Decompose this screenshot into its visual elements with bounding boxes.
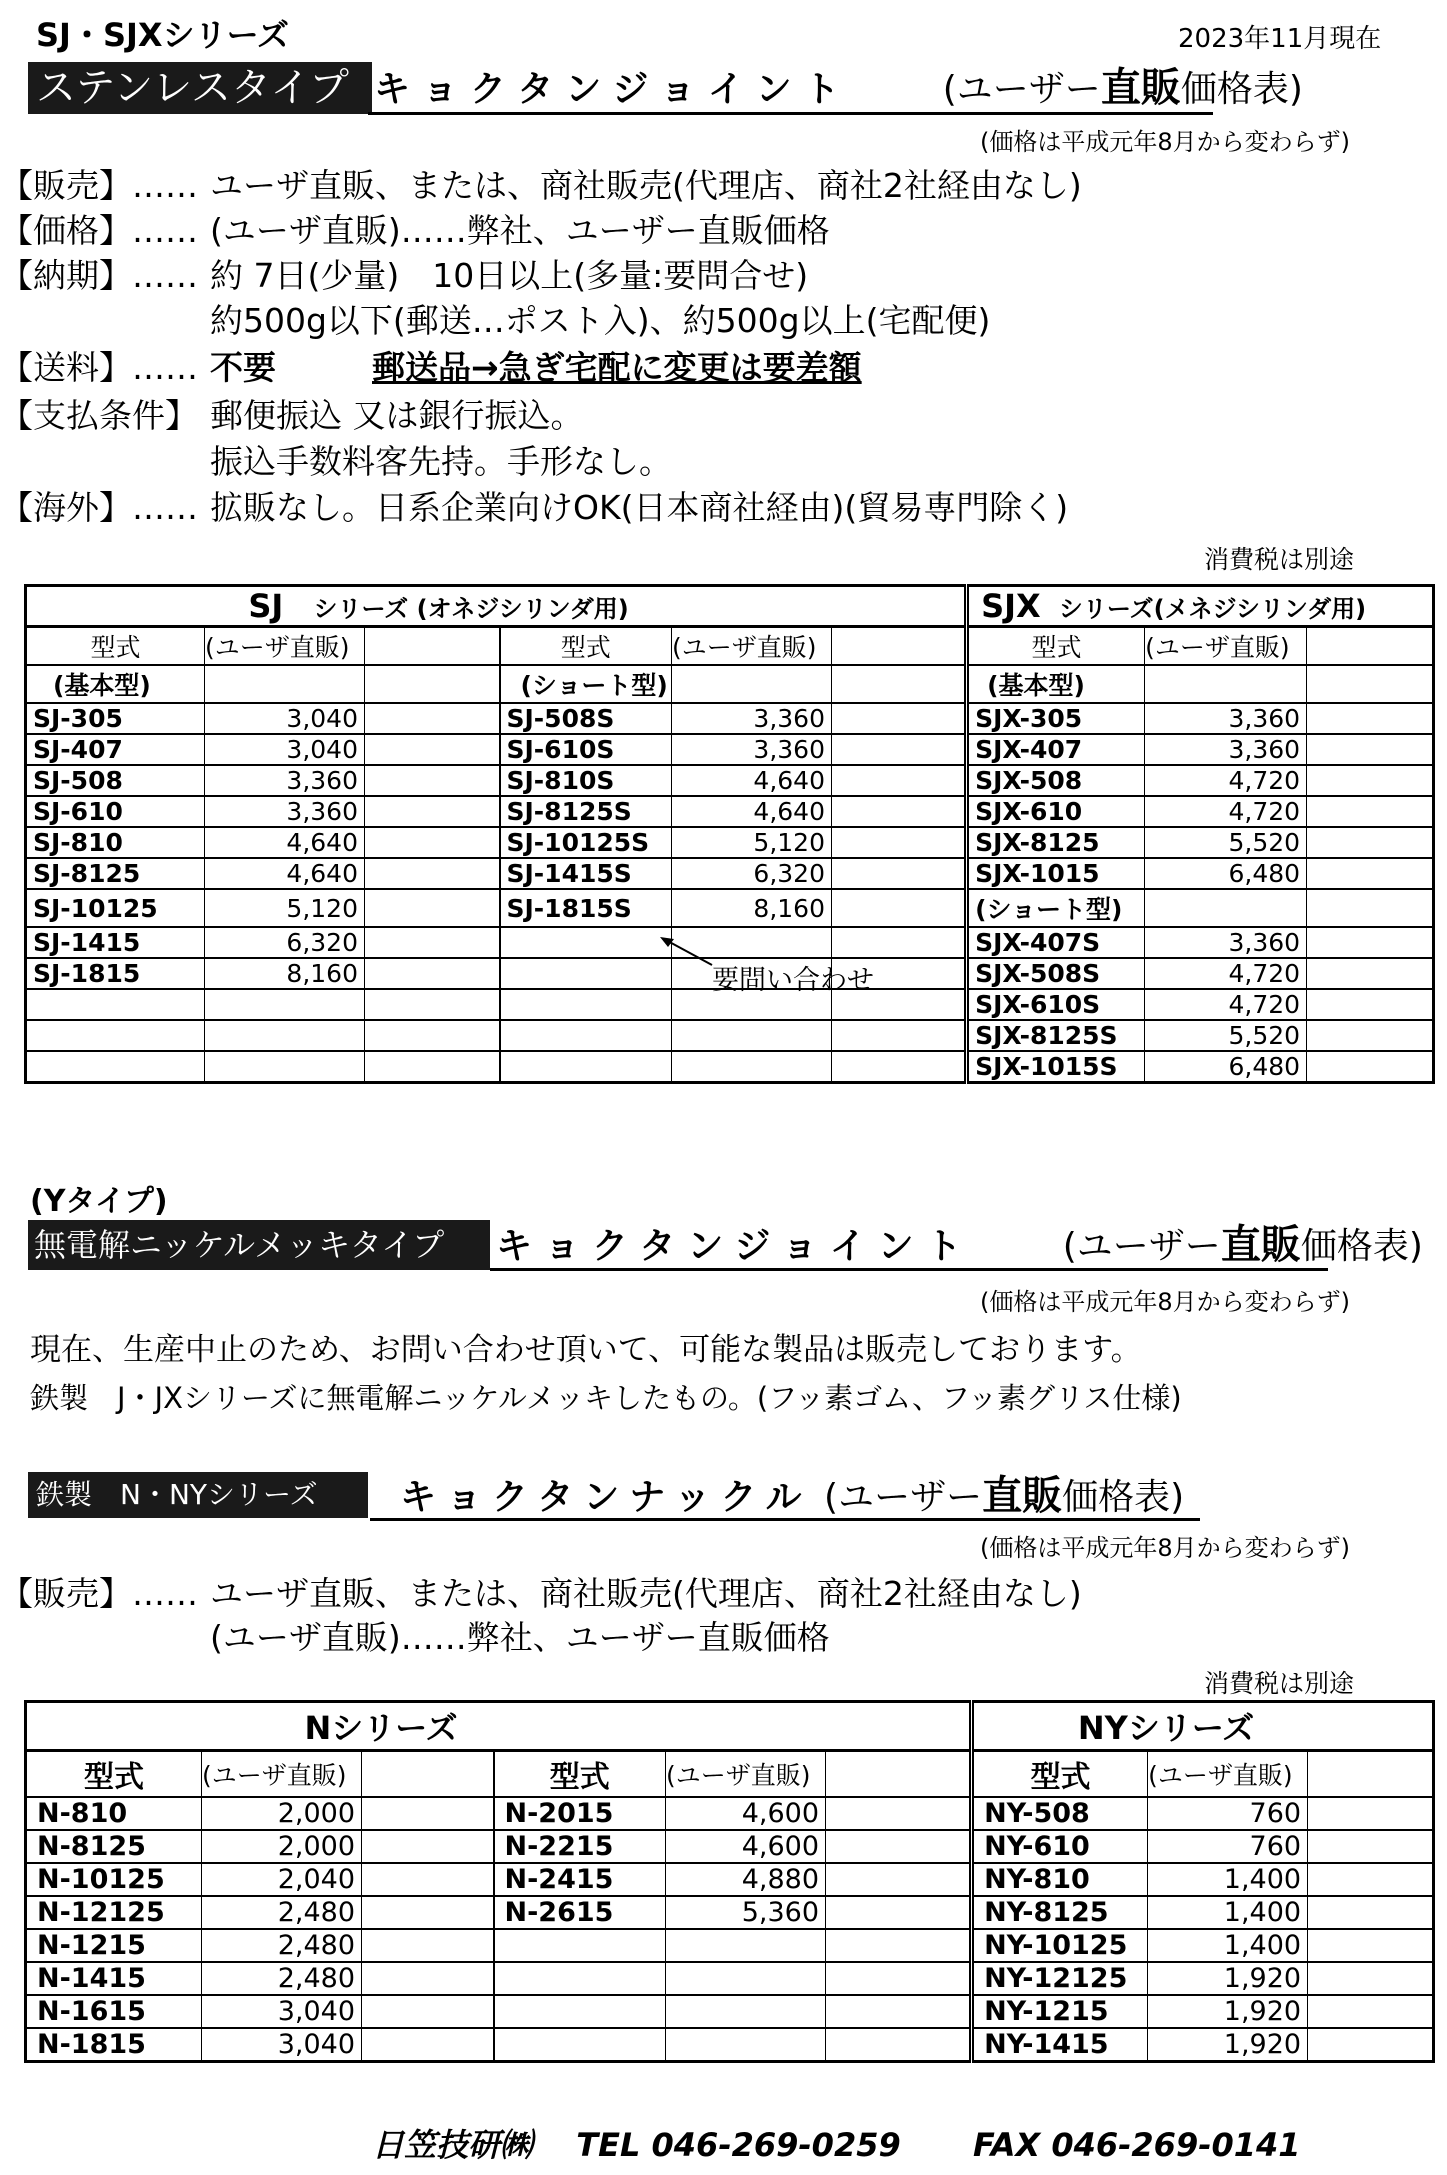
- col-header-price: (ユーザ直販): [205, 627, 365, 666]
- price-cell: [1145, 889, 1307, 927]
- model-cell: N-810: [26, 1797, 202, 1830]
- section1-title: [368, 64, 1303, 115]
- table-row: [26, 1962, 1434, 1995]
- table-row: [26, 796, 1434, 827]
- sales-label: 【販売】: [0, 166, 132, 205]
- price-value: (ユーザ直販)……弊社、ユーザー直販価格: [210, 1618, 830, 1657]
- model-cell: SJX-610S: [967, 989, 1145, 1020]
- price-cell: 4,640: [672, 765, 832, 796]
- spacer-cell: [365, 796, 500, 827]
- price-cell: 1,400: [1148, 1929, 1308, 1962]
- table-row: [26, 1020, 1434, 1051]
- price-cell: 3,360: [205, 765, 365, 796]
- model-cell: [26, 1020, 205, 1051]
- spacer-cell: [365, 703, 500, 734]
- price-dots: ……: [132, 211, 198, 250]
- spacer-cell: [365, 889, 500, 927]
- price-cell: 3,360: [672, 703, 832, 734]
- model-cell: SJX-508S: [967, 958, 1145, 989]
- model-cell: SJ-610S: [500, 734, 672, 765]
- model-cell: N-8125: [26, 1830, 202, 1863]
- price-cell: 2,480: [202, 1896, 362, 1929]
- tel-number: TEL 046-269-0259: [576, 2126, 901, 2164]
- spacer-cell: [362, 1863, 494, 1896]
- model-cell: SJ-8125S: [500, 796, 672, 827]
- price-cell: 8,160: [205, 958, 365, 989]
- table-row: [26, 827, 1434, 858]
- price-cell: 1,400: [1148, 1896, 1308, 1929]
- spacer-cell: [1307, 796, 1434, 827]
- table-header-row: [26, 1751, 1434, 1798]
- price-cell: 3,040: [205, 734, 365, 765]
- price-cell: 5,360: [666, 1896, 826, 1929]
- model-cell: N-10125: [26, 1863, 202, 1896]
- price-cell: 2,000: [202, 1797, 362, 1830]
- model-cell: NY-508: [972, 1797, 1148, 1830]
- spacer-cell: [832, 1020, 967, 1051]
- spacer-cell: [832, 858, 967, 889]
- nickel-type-label: 無電解ニッケルメッキタイプ: [28, 1220, 490, 1270]
- table-row: [26, 703, 1434, 734]
- col-spacer: [365, 627, 500, 666]
- spacer-cell: [832, 1051, 967, 1083]
- price-unchanged-note: (価格は平成元年8月から変わらず): [980, 1288, 1350, 1316]
- n-series-title: Nシリーズ: [26, 1702, 972, 1751]
- price-cell: [672, 1020, 832, 1051]
- price-table-title-suffix: 価格表): [1062, 1477, 1185, 1518]
- model-cell: (ショート型): [967, 889, 1145, 927]
- payment-value-2: 振込手数料客先持。手形なし。: [210, 442, 672, 481]
- col-header-price: (ユーザ直販): [1145, 627, 1307, 666]
- sales-label: 【販売】: [0, 1574, 132, 1613]
- delivery-label: 【納期】: [0, 256, 132, 295]
- spacer-cell: [1307, 765, 1434, 796]
- spacer-cell: [832, 734, 967, 765]
- spacer-cell: [1307, 1051, 1434, 1083]
- spacer-cell: [365, 765, 500, 796]
- delivery-value: 約 7日(少量) 10日以上(多量:要問合せ): [210, 256, 809, 295]
- col-header-price: (ユーザ直販): [672, 627, 832, 666]
- table-row: [26, 765, 1434, 796]
- spacer-cell: [1308, 2028, 1434, 2062]
- spacer-cell: [1307, 734, 1434, 765]
- price-cell: 1,920: [1148, 2028, 1308, 2062]
- material-notice: 鉄製 J・JXシリーズに無電解ニッケルメッキしたもの。(フッ素ゴム、フッ素グリス仕様): [30, 1381, 1182, 1415]
- model-cell: SJ-305: [26, 703, 205, 734]
- price-table-title-prefix: (ユーザー: [824, 1477, 983, 1518]
- price-cell: 5,120: [672, 827, 832, 858]
- ny-series-title: NYシリーズ: [972, 1702, 1434, 1751]
- spacer-cell: [1307, 858, 1434, 889]
- stainless-type-label: ステンレスタイプ: [28, 62, 372, 114]
- price-cell: 4,720: [1145, 989, 1307, 1020]
- spacer-cell: [365, 1020, 500, 1051]
- spacer-cell: [362, 1995, 494, 2028]
- category-basic: (基本型): [26, 665, 205, 703]
- table-row: [26, 889, 1434, 927]
- model-cell: SJ-1815: [26, 958, 205, 989]
- spacer-cell: [362, 1830, 494, 1863]
- table-row: [26, 927, 1434, 958]
- spacer-cell: [1308, 1797, 1434, 1830]
- price-cell: 3,360: [205, 796, 365, 827]
- model-cell: [26, 989, 205, 1020]
- spacer-cell: [826, 1863, 972, 1896]
- payment-value: 郵便振込 又は銀行振込。: [210, 396, 584, 435]
- spacer-cell: [826, 1995, 972, 2028]
- price-cell: 4,600: [666, 1830, 826, 1863]
- spacer-cell: [365, 927, 500, 958]
- overseas-label: 【海外】: [0, 488, 132, 527]
- spacer-cell: [365, 827, 500, 858]
- price-cell: [666, 2028, 826, 2062]
- model-cell: SJX-407S: [967, 927, 1145, 958]
- model-cell: NY-10125: [972, 1929, 1148, 1962]
- table-title-row: [26, 586, 1434, 627]
- model-cell: N-1815: [26, 2028, 202, 2062]
- spacer-cell: [832, 703, 967, 734]
- section2-title: [490, 1222, 1423, 1271]
- model-cell: SJ-1415: [26, 927, 205, 958]
- model-cell: [500, 1051, 672, 1083]
- col-header-model: 型式: [26, 1751, 202, 1798]
- price-cell: 2,480: [202, 1962, 362, 1995]
- spacer-cell: [1308, 1830, 1434, 1863]
- price-cell: 6,320: [672, 858, 832, 889]
- spacer-cell: [365, 958, 500, 989]
- model-cell: SJX-305: [967, 703, 1145, 734]
- model-cell: SJX-508: [967, 765, 1145, 796]
- iron-ny-series-label: 鉄製 N・NYシリーズ: [28, 1472, 368, 1518]
- price-cell: [205, 1020, 365, 1051]
- price-cell: 1,920: [1148, 1995, 1308, 2028]
- spacer-cell: [832, 927, 967, 958]
- spacer-cell: [1307, 989, 1434, 1020]
- model-cell: SJX-1015S: [967, 1051, 1145, 1083]
- sales-dots: ……: [132, 1574, 198, 1613]
- model-cell: NY-1415: [972, 2028, 1148, 2062]
- price-cell: [666, 1929, 826, 1962]
- model-cell: SJX-407: [967, 734, 1145, 765]
- price-cell: [205, 989, 365, 1020]
- price-cell: 8,160: [672, 889, 832, 927]
- shipping-value: 不要: [210, 348, 276, 387]
- table-row: [26, 1797, 1434, 1830]
- price-label: 【価格】: [0, 211, 132, 250]
- model-cell: SJX-1015: [967, 858, 1145, 889]
- price-cell: 3,040: [202, 2028, 362, 2062]
- model-cell: [494, 1929, 666, 1962]
- spacer-cell: [365, 858, 500, 889]
- spacer-cell: [365, 734, 500, 765]
- sjx-series-title: SJX シリーズ(メネジシリンダ用): [967, 586, 1434, 627]
- table-row: [26, 2028, 1434, 2062]
- price-table-title-suffix: 価格表): [1300, 1226, 1423, 1267]
- price-cell: 4,640: [205, 827, 365, 858]
- tax-note: 消費税は別途: [1204, 545, 1355, 574]
- spacer-cell: [1308, 1995, 1434, 2028]
- delivery-value-2: 約500g以下(郵送…ポスト入)、約500g以上(宅配便): [210, 301, 991, 340]
- price-cell: 2,480: [202, 1929, 362, 1962]
- price-cell: 4,720: [1145, 958, 1307, 989]
- col-header-price: (ユーザ直販): [666, 1751, 826, 1798]
- product-name: キョクタンジョイント: [374, 69, 852, 110]
- model-cell: SJ-1415S: [500, 858, 672, 889]
- price-cell: 1,920: [1148, 1962, 1308, 1995]
- model-cell: SJ-8125: [26, 858, 205, 889]
- company-name: 日笠技研㈱: [372, 2126, 533, 2164]
- sj-series-title: SJ シリーズ (オネジシリンダ用): [26, 586, 967, 627]
- price-cell: 4,640: [672, 796, 832, 827]
- col-spacer: [1307, 627, 1434, 666]
- model-cell: N-2015: [494, 1797, 666, 1830]
- price-cell: 5,520: [1145, 827, 1307, 858]
- model-cell: N-2215: [494, 1830, 666, 1863]
- price-cell: 5,520: [1145, 1020, 1307, 1051]
- spacer-cell: [1307, 827, 1434, 858]
- spacer-cell: [1307, 927, 1434, 958]
- price-table-title-bold: 直販: [1220, 1222, 1301, 1268]
- company-contact: [372, 2120, 1301, 2166]
- spacer-cell: [365, 989, 500, 1020]
- discontinued-notice: 現在、生産中止のため、お問い合わせ頂いて、可能な製品は販売しております。: [30, 1332, 1142, 1368]
- category-short: (ショート型): [500, 665, 672, 703]
- tax-note: 消費税は別途: [1204, 1669, 1355, 1698]
- table-title-row: [26, 1702, 1434, 1751]
- spacer-cell: [1308, 1863, 1434, 1896]
- price-cell: 4,640: [205, 858, 365, 889]
- model-cell: NY-12125: [972, 1962, 1148, 1995]
- price-cell: 4,720: [1145, 796, 1307, 827]
- table-row: [26, 734, 1434, 765]
- price-cell: 5,120: [205, 889, 365, 927]
- model-cell: SJ-810S: [500, 765, 672, 796]
- spacer-cell: [362, 2028, 494, 2062]
- y-type-heading: (Yタイプ): [30, 1184, 168, 1219]
- model-cell: NY-1215: [972, 1995, 1148, 2028]
- model-cell: SJX-610: [967, 796, 1145, 827]
- price-cell: 3,360: [1145, 927, 1307, 958]
- model-cell: NY-810: [972, 1863, 1148, 1896]
- table-row: [26, 1929, 1434, 1962]
- spacer-cell: [362, 1797, 494, 1830]
- table-header-row: [26, 627, 1434, 666]
- price-cell: [666, 1995, 826, 2028]
- model-cell: [494, 1995, 666, 2028]
- price-cell: 6,320: [205, 927, 365, 958]
- model-cell: [494, 2028, 666, 2062]
- spacer-cell: [832, 827, 967, 858]
- model-cell: SJ-610: [26, 796, 205, 827]
- overseas-dots: ……: [132, 488, 198, 527]
- price-cell: 2,040: [202, 1863, 362, 1896]
- spacer-cell: [826, 1929, 972, 1962]
- model-cell: NY-610: [972, 1830, 1148, 1863]
- col-spacer: [1308, 1751, 1434, 1798]
- spacer-cell: [832, 889, 967, 927]
- model-cell: SJ-508S: [500, 703, 672, 734]
- category-basic: (基本型): [967, 665, 1145, 703]
- model-cell: SJ-810: [26, 827, 205, 858]
- price-cell: [666, 1962, 826, 1995]
- shipping-note: 郵送品→急ぎ宅配に変更は要差額: [372, 348, 862, 387]
- model-cell: N-1615: [26, 1995, 202, 2028]
- model-cell: [494, 1962, 666, 1995]
- col-header-model: 型式: [967, 627, 1145, 666]
- shipping-dots: ……: [132, 348, 198, 387]
- spacer-cell: [365, 1051, 500, 1083]
- price-table-title-bold: 直販: [1100, 65, 1181, 111]
- col-header-model: 型式: [26, 627, 205, 666]
- price-table-title-prefix: (ユーザー: [942, 69, 1101, 110]
- price-cell: 6,480: [1145, 1051, 1307, 1083]
- sales-value: ユーザ直販、または、商社販売(代理店、商社2社経由なし): [210, 166, 1082, 205]
- model-cell: [500, 927, 672, 958]
- spacer-cell: [826, 1797, 972, 1830]
- spacer-cell: [1308, 1962, 1434, 1995]
- spacer-cell: [1308, 1929, 1434, 1962]
- sales-dots: ……: [132, 166, 198, 205]
- series-heading: SJ・SJXシリーズ: [36, 16, 289, 54]
- model-cell: SJ-407: [26, 734, 205, 765]
- spacer-cell: [826, 1896, 972, 1929]
- sj-price-table: [24, 584, 1435, 1084]
- col-header-price: (ユーザ直販): [1148, 1751, 1308, 1798]
- inquiry-note: 要問い合わせ: [712, 965, 874, 996]
- spacer-cell: [832, 765, 967, 796]
- col-header-model: 型式: [972, 1751, 1148, 1798]
- overseas-value: 拡販なし。日系企業向けOK(日本商社経由)(貿易専門除く): [210, 488, 1069, 527]
- spacer-cell: [362, 1929, 494, 1962]
- model-cell: SJ-10125: [26, 889, 205, 927]
- spacer-cell: [832, 796, 967, 827]
- spacer-cell: [1307, 958, 1434, 989]
- price-table-title-bold: 直販: [982, 1473, 1063, 1519]
- price-cell: 2,000: [202, 1830, 362, 1863]
- price-unchanged-note: (価格は平成元年8月から変わらず): [980, 128, 1350, 156]
- price-cell: 4,880: [666, 1863, 826, 1896]
- model-cell: NY-8125: [972, 1896, 1148, 1929]
- spacer-cell: [826, 1830, 972, 1863]
- product-name: キョクタンジョイント: [496, 1226, 974, 1267]
- table-row: [26, 1051, 1434, 1083]
- col-spacer: [832, 627, 967, 666]
- model-cell: [500, 1020, 672, 1051]
- price-cell: 6,480: [1145, 858, 1307, 889]
- spacer-cell: [362, 1962, 494, 1995]
- price-value: (ユーザ直販)……弊社、ユーザー直販価格: [210, 211, 830, 250]
- price-cell: [205, 1051, 365, 1083]
- fax-number: FAX 046-269-0141: [973, 2126, 1301, 2164]
- spacer-cell: [1307, 1020, 1434, 1051]
- col-header-model: 型式: [494, 1751, 666, 1798]
- price-cell: 4,720: [1145, 765, 1307, 796]
- spacer-cell: [1307, 703, 1434, 734]
- col-spacer: [826, 1751, 972, 1798]
- model-cell: SJX-8125S: [967, 1020, 1145, 1051]
- section3-title: [370, 1474, 1200, 1521]
- price-table-title-prefix: (ユーザー: [1062, 1226, 1221, 1267]
- col-header-price: (ユーザ直販): [202, 1751, 362, 1798]
- spacer-cell: [826, 2028, 972, 2062]
- col-header-model: 型式: [500, 627, 672, 666]
- sales-value: ユーザ直販、または、商社販売(代理店、商社2社経由なし): [210, 1574, 1082, 1613]
- model-cell: N-2415: [494, 1863, 666, 1896]
- price-cell: 760: [1148, 1830, 1308, 1863]
- model-cell: SJ-508: [26, 765, 205, 796]
- model-cell: N-12125: [26, 1896, 202, 1929]
- price-cell: 4,600: [666, 1797, 826, 1830]
- inquiry-arrow-icon: [656, 935, 716, 969]
- delivery-dots: ……: [132, 256, 198, 295]
- model-cell: SJ-10125S: [500, 827, 672, 858]
- model-cell: N-2615: [494, 1896, 666, 1929]
- price-cell: 3,360: [1145, 734, 1307, 765]
- category-row: [26, 665, 1434, 703]
- n-price-table: [24, 1700, 1435, 2063]
- price-table-title-suffix: 価格表): [1180, 69, 1303, 110]
- spacer-cell: [1307, 889, 1434, 927]
- table-row: [26, 1830, 1434, 1863]
- model-cell: [26, 1051, 205, 1083]
- spacer-cell: [826, 1962, 972, 1995]
- price-unchanged-note: (価格は平成元年8月から変わらず): [980, 1534, 1350, 1562]
- price-cell: 3,360: [1145, 703, 1307, 734]
- shipping-label: 【送料】: [0, 348, 132, 387]
- table-row: [26, 858, 1434, 889]
- model-cell: [500, 958, 672, 989]
- model-cell: N-1415: [26, 1962, 202, 1995]
- table-row: [26, 1863, 1434, 1896]
- price-cell: 3,040: [205, 703, 365, 734]
- price-cell: 3,040: [202, 1995, 362, 2028]
- date-stamp: 2023年11月現在: [1178, 24, 1382, 54]
- model-cell: [500, 989, 672, 1020]
- model-cell: SJ-1815S: [500, 889, 672, 927]
- price-cell: 760: [1148, 1797, 1308, 1830]
- spacer-cell: [1308, 1896, 1434, 1929]
- table-row: [26, 1995, 1434, 2028]
- payment-label: 【支払条件】: [0, 396, 198, 435]
- model-cell: SJX-8125: [967, 827, 1145, 858]
- col-spacer: [362, 1751, 494, 1798]
- price-cell: 1,400: [1148, 1863, 1308, 1896]
- spacer-cell: [362, 1896, 494, 1929]
- price-cell: 3,360: [672, 734, 832, 765]
- price-cell: [672, 1051, 832, 1083]
- model-cell: N-1215: [26, 1929, 202, 1962]
- product-name: キョクタンナックル: [400, 1477, 812, 1518]
- table-row: [26, 1896, 1434, 1929]
